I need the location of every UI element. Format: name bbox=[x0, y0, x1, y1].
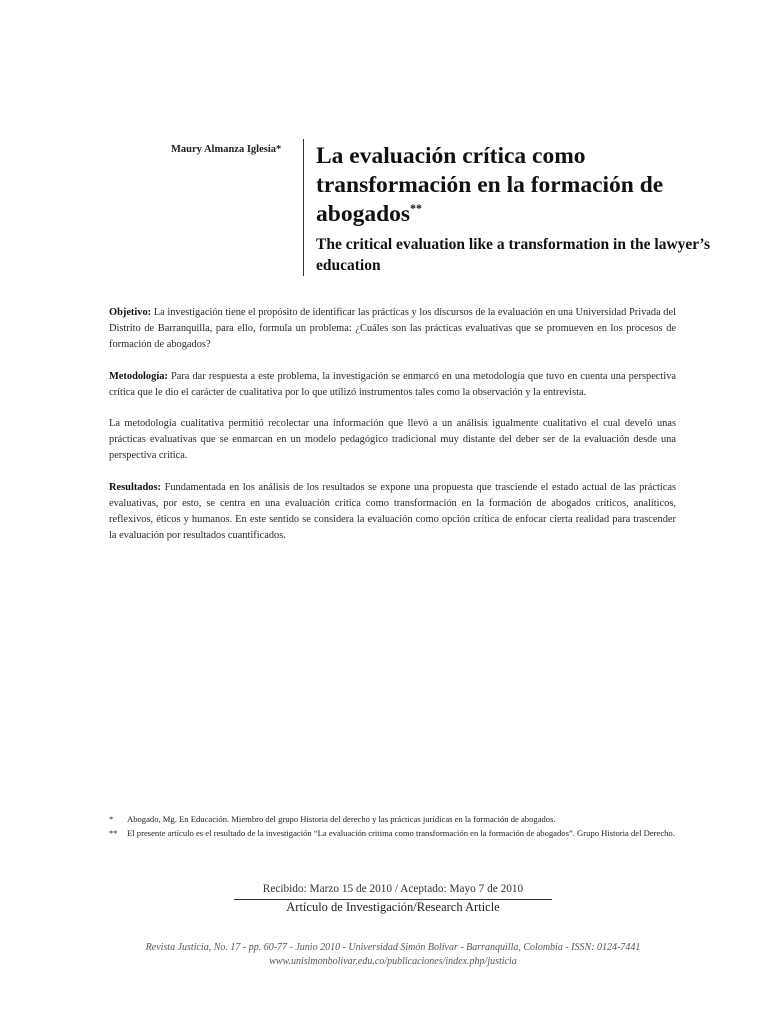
objetivo-text: La investigación tiene el propósito de identificar las prácticas y los discursos de la evaluación en una Universidad Privada del Distrito de Barranquilla, para ello, formula un problema: ¿Cuáles son las prácticas evaluativas que se promueven en los procesos de formación de abogados? bbox=[109, 307, 676, 351]
metodologia-text: Para dar respuesta a este problema, la investigación se enmarcó en una metodología que tuvo en cuenta una perspectiva crítica que le dio el carácter de cualitativa por lo que utilizó instrumentos tales como la observación y la entrevista. bbox=[109, 370, 676, 398]
author-name: Maury Almanza Iglesia* bbox=[171, 144, 282, 155]
article-title-en: The critical evaluation like a transformation in the lawyer’s education bbox=[316, 236, 711, 274]
journal-citation: Revista Justicia, No. 17 - pp. 60-77 - Junio 2010 - Universidad Simón Bolívar - Barranquilla, Colombia - ISSN: 0124-7441 bbox=[145, 942, 641, 953]
abstract-metodologia-continued: La metodología cualitativa permitió recolectar una información que llevó a un análisis igualmente cualitativo el cual develó unas prácticas evaluativas que se enmarcan en un modelo pedagógico tradicional muy distante del deber ser de la evaluación desde una perspectiva crítica. bbox=[109, 418, 676, 462]
abstract-objetivo bbox=[109, 305, 676, 354]
received-accepted-dates: Recibido: Marzo 15 de 2010 / Aceptado: Mayo 7 de 2010 bbox=[262, 883, 524, 895]
footnotes bbox=[109, 813, 676, 840]
article-type: Artículo de Investigación/Research Article bbox=[286, 900, 500, 914]
footnote-mark: * bbox=[109, 814, 114, 824]
footnote-mark: ** bbox=[109, 827, 118, 838]
metodologia-label: Metodología: bbox=[109, 370, 168, 382]
title-footnote-mark: ** bbox=[410, 201, 423, 216]
title-es-text: La evaluación crítica como transformación en la formación de abogados bbox=[316, 143, 664, 227]
article-title-es bbox=[316, 142, 716, 229]
footnote-text: El presente artículo es el resultado de la investigación “La evaluación critima como transformación en la formación de abogados”. Grupo Historia del Derecho. bbox=[127, 827, 675, 838]
abstract bbox=[109, 305, 676, 559]
resultados-label: Resultados: bbox=[109, 481, 161, 493]
abstract-metodologia bbox=[109, 369, 676, 401]
footnote-article bbox=[109, 827, 676, 841]
footnote-text: Abogado, Mg. En Educación. Miembro del grupo Historia del derecho y las prácticas jurídicas en la formación de abogados. bbox=[127, 814, 556, 824]
abstract-resultados bbox=[109, 480, 676, 545]
resultados-text: Fundamentada en los análisis de los resultados se expone una propuesta que trasciende el estado actual de las prácticas evaluativas, por esto, se centra en una evaluación crítica como transformación en la formación de abogados críticos, analíticos, reflexivos, éticos y humanos. En este sentido se considera la evaluación como opción crítica de enfocar cierta realidad para trascender la evaluación por resultados cuantificados. bbox=[109, 481, 676, 542]
journal-url: www.unisimonbolivar.edu.co/publicaciones/index.php/justicia bbox=[269, 956, 517, 967]
footnote-author bbox=[109, 813, 676, 827]
objetivo-label: Objetivo: bbox=[109, 307, 152, 318]
title-divider bbox=[303, 139, 304, 276]
journal-info bbox=[60, 941, 726, 969]
